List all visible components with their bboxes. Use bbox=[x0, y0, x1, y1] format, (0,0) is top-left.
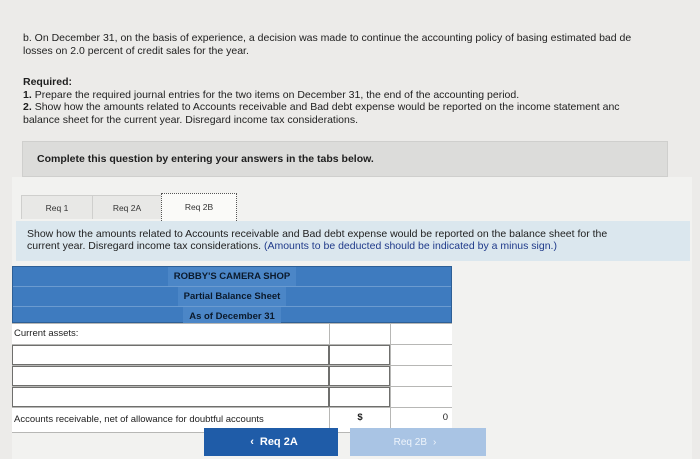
required-item-1-text: Prepare the required journal entries for the two items on December 31, the end of the accounting period. bbox=[34, 88, 520, 101]
instruction-note: (Amounts to be deducted should be indicated by a minus sign.) bbox=[263, 239, 557, 252]
chevron-left-icon: ‹ bbox=[250, 436, 254, 448]
balance-sheet-header bbox=[12, 266, 452, 323]
tab-req-1[interactable]: Req 1 bbox=[21, 195, 93, 219]
required-item-1 bbox=[23, 89, 700, 102]
current-assets-label: Current assets: bbox=[14, 328, 79, 339]
statement-name: Partial Balance Sheet bbox=[178, 287, 287, 306]
prev-req-2a-button[interactable] bbox=[204, 428, 338, 456]
ar-net-value: 0 bbox=[442, 412, 448, 423]
amount-input-2[interactable] bbox=[329, 366, 390, 386]
instruction-main: current year. Disregard income tax considerations. bbox=[27, 239, 264, 252]
tab-req-2a[interactable]: Req 2A bbox=[92, 195, 162, 219]
table-row bbox=[12, 323, 452, 345]
table-row bbox=[12, 366, 452, 387]
instruction-line-2 bbox=[27, 241, 680, 253]
required-item-2 bbox=[23, 101, 700, 114]
instruction-line-1: Show how the amounts related to Accounts receivable and Bad debt expense would be reported on the balance sheet for the bbox=[27, 228, 608, 240]
complete-question-banner: Complete this question by entering your answers in the tabs below. bbox=[22, 141, 668, 177]
problem-text bbox=[23, 32, 700, 58]
amount-input-3[interactable] bbox=[329, 387, 390, 407]
chevron-right-icon: › bbox=[433, 436, 437, 448]
statement-date: As of December 31 bbox=[183, 307, 281, 326]
required-item-2-cont: balance sheet for the current year. Disregard income tax considerations. bbox=[23, 113, 359, 126]
table-row bbox=[12, 345, 452, 366]
required-item-1-number: 1. bbox=[23, 88, 32, 101]
prev-button-label: Req 2A bbox=[259, 436, 298, 448]
next-button-label: Req 2B bbox=[393, 436, 427, 448]
amount-input-1[interactable] bbox=[329, 345, 390, 365]
currency-symbol: $ bbox=[357, 412, 363, 423]
account-input-2[interactable] bbox=[12, 366, 329, 386]
required-section bbox=[23, 76, 700, 126]
tab-req-2b[interactable]: Req 2B bbox=[161, 193, 237, 221]
required-item-2-text: Show how the amounts related to Accounts receivable and Bad debt expense would be reported on the income statement anc bbox=[34, 101, 620, 113]
problem-part-b-cont: losses on 2.0 percent of credit sales for the year. bbox=[23, 45, 249, 57]
balance-sheet-grid bbox=[12, 323, 452, 433]
next-req-2b-button[interactable] bbox=[350, 428, 486, 456]
required-item-2-number: 2. bbox=[23, 101, 32, 113]
instruction-box bbox=[16, 221, 690, 261]
company-name: ROBBY'S CAMERA SHOP bbox=[168, 267, 296, 286]
tab-bar bbox=[21, 193, 237, 221]
required-title: Required: bbox=[23, 76, 73, 88]
ar-net-label: Accounts receivable, net of allowance for doubtful accounts bbox=[14, 414, 264, 425]
account-input-3[interactable] bbox=[12, 387, 329, 407]
table-row bbox=[12, 387, 452, 408]
account-input-1[interactable] bbox=[12, 345, 329, 365]
problem-part-b: b. On December 31, on the basis of experience, a decision was made to continue the accounting policy of basing estimated bad de bbox=[23, 32, 632, 44]
